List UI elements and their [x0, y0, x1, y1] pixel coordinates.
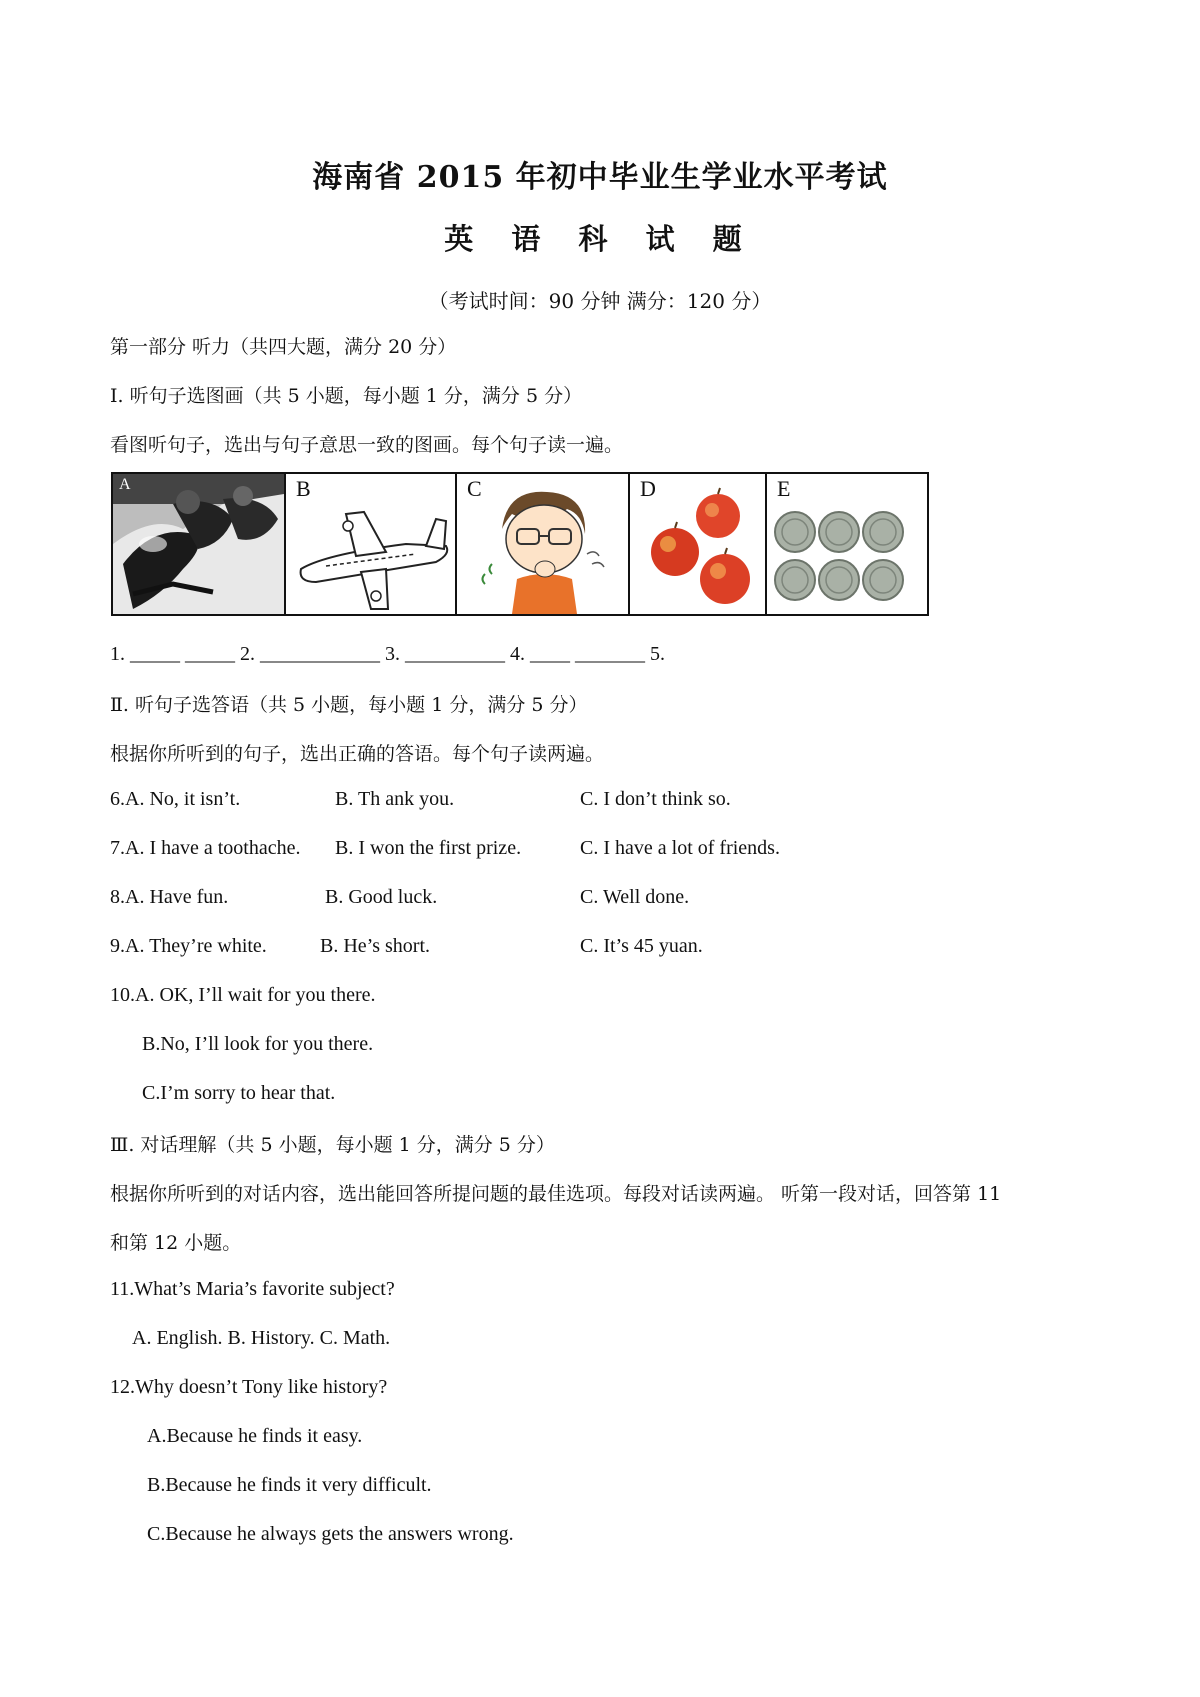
option-b: B.No, I’ll look for you there. — [142, 1033, 374, 1055]
picture-label: D — [640, 476, 656, 501]
question-text: 11.What’s Maria’s favorite subject? — [110, 1278, 395, 1300]
part1-heading: 第一部分 听力（共四大题，满分 20 分） — [110, 336, 457, 358]
sneezing-boy-cartoon-icon — [457, 474, 628, 614]
option-b: B. I won the first prize. — [335, 837, 522, 859]
option-a: 7.A. I have a toothache. — [110, 837, 301, 859]
picture-d — [630, 474, 767, 614]
option-a: A.Because he finds it easy. — [147, 1425, 363, 1447]
section3-heading: Ⅲ. 对话理解（共 5 小题，每小题 1 分，满分 5 分） — [110, 1134, 555, 1156]
exam-subject: 英 语 科 试 题 — [444, 222, 756, 256]
option-a: 10.A. OK, I’ll wait for you there. — [110, 984, 376, 1006]
picture-strip — [111, 472, 929, 616]
section2-instruction: 根据你所听到的句子，选出正确的答语。每个句子读两遍。 — [110, 743, 605, 765]
picture-c — [457, 474, 630, 614]
picture-label: B — [296, 476, 311, 501]
exam-title: 海南省 2015 年初中毕业生学业水平考试 — [312, 160, 888, 195]
section3-instruction-line2: 和第 12 小题。 — [110, 1232, 242, 1254]
picture-label: E — [777, 476, 791, 501]
section3-instruction-line1: 根据你所听到的对话内容，选出能回答所提问题的最佳选项。每段对话读两遍。 听第一段对话，回答第 11 — [110, 1183, 1002, 1205]
section1-instruction: 看图听句子，选出与句子意思一致的图画。每个句子读一遍。 — [110, 434, 624, 456]
picture-b — [286, 474, 457, 614]
option-b: B. Th ank you. — [335, 788, 455, 810]
airplane-drawing-icon — [286, 474, 455, 614]
option-a: 6.A. No, it isn’t. — [110, 788, 241, 810]
option-c: C. It’s 45 yuan. — [580, 935, 703, 957]
picture-label: C — [467, 476, 482, 501]
option-a: 8.A. Have fun. — [110, 886, 229, 908]
exam-info: （考试时间：90 分钟 满分：120 分） — [428, 289, 772, 313]
option-c: C.Because he always gets the answers wrong. — [147, 1523, 514, 1545]
option-c: C. I have a lot of friends. — [580, 837, 780, 859]
option-b: B. He’s short. — [320, 935, 430, 957]
speed-skaters-photo-icon — [113, 474, 284, 614]
options-line: A. English. B. History. C. Math. — [132, 1327, 391, 1349]
picture-e — [767, 474, 921, 614]
question-text: 12.Why doesn’t Tony like history? — [110, 1376, 388, 1398]
option-c: C. Well done. — [580, 886, 690, 908]
option-b: B. Good luck. — [325, 886, 438, 908]
section1-heading: I. 听句子选图画（共 5 小题，每小题 1 分，满分 5 分） — [110, 385, 583, 407]
answer-line: 1. _____ _____ 2. ____________ 3. __________ 4. ____ _______ 5. — [110, 643, 665, 665]
option-b: B.Because he finds it very difficult. — [147, 1474, 432, 1496]
option-a: 9.A. They’re white. — [110, 935, 267, 957]
option-c: C. I don’t think so. — [580, 788, 731, 810]
picture-a — [113, 474, 286, 614]
picture-label: A — [119, 476, 131, 493]
section2-heading: Ⅱ. 听句子选答语（共 5 小题，每小题 1 分，满分 5 分） — [110, 694, 588, 716]
option-c: C.I’m sorry to hear that. — [142, 1082, 336, 1104]
